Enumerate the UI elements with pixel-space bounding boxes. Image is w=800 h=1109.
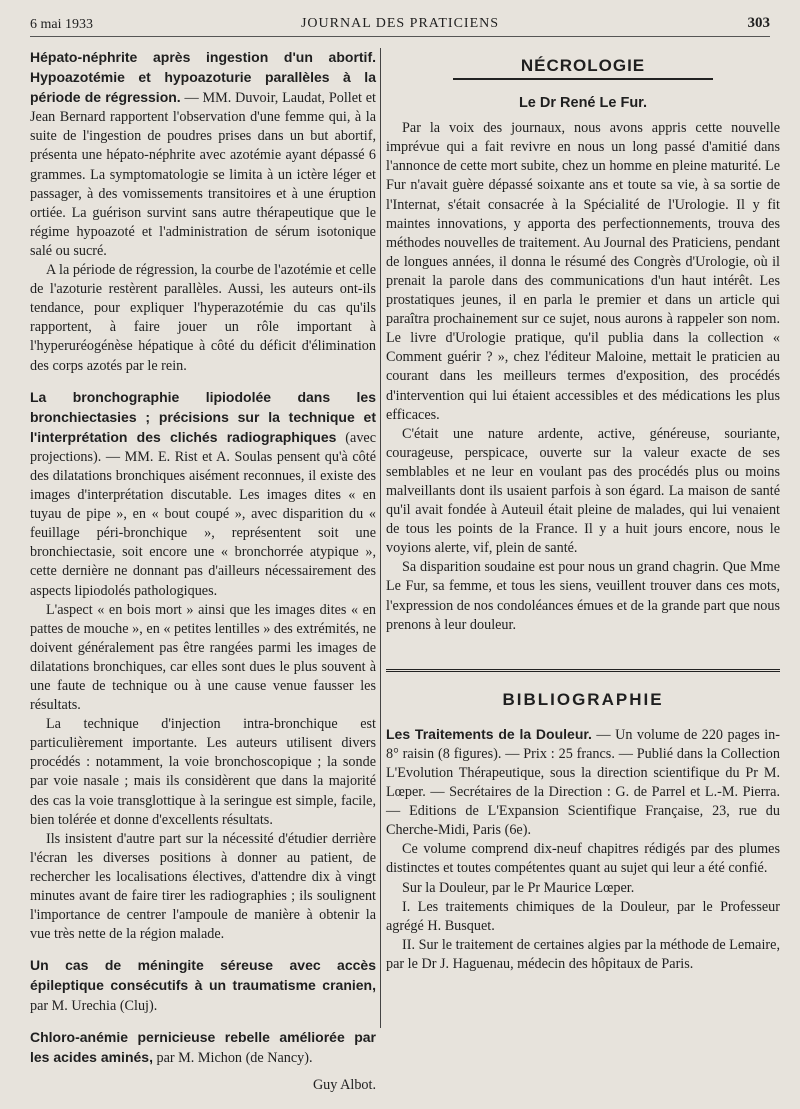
- obituary-subtitle: Le Dr René Le Fur.: [518, 95, 648, 112]
- article-title: Un cas de méningite séreuse avec accès épileptique consécutifs à un traumatisme cranien,: [30, 957, 376, 994]
- signature: Guy Albot.: [312, 1076, 376, 1093]
- article-body: pensent qu'à côté des dilatations bronchiques aisément reconnues, il existe des images d'interprétation discutable. Les images dites « en tuyau de pipe », en « bout coupé », avec disparition du « feuillage péri-bronchique », représentent soit une bronchiectasie, soit encore une « bronchorrée atypique », cette dernière ne donnant pas d'ailleurs nécessairement des aspects lipiodolés pathologiques.: [30, 448, 377, 599]
- article-title: Hépato-néphrite après ingestion d'un abortif. Hypoazotémie et hypoazoturie parallèles à la période de régression.: [30, 49, 376, 106]
- bibliographie-heading: BIBLIOGRAPHIE: [386, 669, 780, 709]
- article-authors: — MM. Duvoir, Laudat, Pollet et Jean Bernard: [30, 90, 376, 126]
- article-body: rapportent l'observation d'une femme qui, à la suite de l'ingestion de poudres prises dans un but abortif, présenta une hépato-néphrite avec azotémie ayant dépassé 6 grammes. La symptomatologie se limita à un ictère léger et passager, à des vomissements transitoires et à une éruption ortiée. La guérison survint sans autre thérapeutique que le régime hypoazoté et l'administration de sérum isotonique salé ou sucré.: [30, 109, 376, 259]
- obituary-paragraph: Par la voix des journaux, nous avons appris cette nouvelle imprévue qui a fait revivre en nous un long passé d'amitié dans l'annonce de cette mort subite, chez un homme en pleine maturité. Le Fur n'avait guère dépassé soixante ans et toute sa vie, à sa sortie de l'Internat, s'était consacrée à la Spécialité de l'Urologie. Il y fit maintes innovations, y apporta des perfectionnements, trouva des méthodes nouvelles de traitement. Au Journal des Praticiens, pendant de longues années, il donna le résumé des Congrès d'Urologie, où il prenait la parole dans des communications d'un haut intérêt. Les prostatiques jeunes, il en parla le premier et dans un article qui paraîtra prochainement sur ce sujet, nous aurons à rappeler son nom. Le livre d'Urologie pratique, qu'il publia dans la collection « Comment guérir ? », chez l'éditeur Maloine, mettait le praticien au courant dans les meilleurs termes d'exposition, des procédés d'intervention qui lui étaient accessibles et des médications les plus efficaces.: [386, 120, 780, 423]
- book-chapter: I. Les traitements chimiques de la Douleur, par le Professeur agrégé H. Busquet.: [386, 898, 780, 934]
- article-authors: par M. Michon (de Nancy).: [156, 1049, 313, 1066]
- article-paragraph: L'aspect « en bois mort » ainsi que les images dites « en pattes de mouche », en « petites lentilles » des extrémités, ne doivent généralement pas être rangées parmi les images de dilatations bronchiques, car elles sont dues le plus souvent à une faute de technique ou à une cause venue fausser les résultats.: [30, 601, 376, 714]
- right-column: [386, 48, 780, 974]
- obituary-paragraph: C'était une nature ardente, active, généreuse, souriante, courageuse, perspicace, ouverte sur la valeur exacte de ses semblables et ne leur en voulant pas des procédés plus ou moins malveillants dont ils usaient parfois à son égard. La maison de santé qu'il avait fondée à Auteuil était pleine de malades, qui lui venaient de tous les points de la France. Il y a huit jours encore, nous le voyions alerte, vif, plein de santé.: [386, 425, 780, 557]
- book-title: Les Traitements de la Douleur.: [386, 725, 592, 742]
- article-meningite: [30, 956, 376, 1015]
- journal-title: JOURNAL DES PRATICIENS: [300, 16, 500, 31]
- article-bronchographie: [30, 388, 376, 601]
- column-divider: [380, 48, 381, 1028]
- article-title-suffix: (avec projections).: [30, 429, 377, 465]
- article-paragraph: Ils insistent d'autre part sur la nécessité d'étudier derrière l'écran les diverses positions à donner au patient, de rechercher les localisations électives, d'attendre dix à vingt minutes avant de faire tirer les radiographies ; ils soulignent l'importance de centrer l'ampoule de manière à obtenir la vue très nette de la région malade.: [30, 830, 376, 943]
- necrologie-heading: NÉCROLOGIE: [453, 56, 713, 80]
- book-details: — Un volume de 220 pages in-8° raisin (8 figures). — Prix : 25 francs. — Publié dans la Collection L'Evolution Thérapeutique, sous la direction scientifique du Pr M. Lœper. — Secrétaires de la Direction : G. de Parrel et L.-M. Pierra. — Editions de L'Expansion Scientifique Française, 23, rue du Cherche-Midi, Paris (6e).: [386, 726, 781, 839]
- book-paragraph: Ce volume comprend dix-neuf chapitres rédigés par des plumes distinctes et toutes compétentes quant au sujet qui leur a été confié.: [386, 841, 780, 877]
- book-entry: [386, 725, 780, 841]
- page-header: [30, 14, 770, 37]
- book-chapter: II. Sur le traitement de certaines algies par la méthode de Lemaire, par le Dr J. Haguenau, médecin des hôpitaux de Paris.: [386, 936, 780, 972]
- left-column: [30, 48, 376, 1095]
- article-authors: par M. Urechia (Cluj).: [30, 997, 158, 1014]
- article-chloro-anemie: [30, 1028, 376, 1068]
- page-number: 303: [747, 15, 770, 31]
- article-title: Chloro-anémie pernicieuse rebelle améliorée par les acides aminés,: [30, 1028, 376, 1065]
- book-chapter: Sur la Douleur, par le Pr Maurice Lœper.: [402, 879, 635, 896]
- article-authors: — MM. E. Rist et A. Soulas: [105, 448, 273, 465]
- issue-date: 6 mai 1933: [30, 17, 93, 32]
- article-paragraph: A la période de régression, la courbe de l'azotémie et celle de l'azoturie restèrent parallèles. Aussi, les auteurs ont-ils tendance, pour expliquer l'hyperazotémie du cas qu'ils rapportent, à faire jouer un rôle important à l'hyperuréogénèse hépatique à côté du déficit d'élimination des corps azotés par le rein.: [30, 262, 376, 374]
- article-title: La bronchographie lipiodolée dans les bronchiectasies ; précisions sur la technique et l'interprétation des clichés radiographiques: [30, 388, 376, 445]
- obituary-paragraph: Sa disparition soudaine est pour nous un grand chagrin. Que Mme Le Fur, sa femme, et tous les siens, veuillent trouver dans ces mots, l'expression de nos condoléances émues et de la grande part que nous prenons à leur douleur.: [386, 559, 780, 633]
- article-hepato-nephrite: [30, 48, 376, 261]
- article-paragraph: La technique d'injection intra-bronchique est particulièrement importante. Les auteurs utilisent divers procédés : notamment, la voie bronchoscopique ; la sonde par voie nasale ; mais ils considèrent que dans la majorité des cas la voie transglottique à la seringue est simple, facile, bien tolérée et donne d'excellents résultats.: [30, 716, 376, 828]
